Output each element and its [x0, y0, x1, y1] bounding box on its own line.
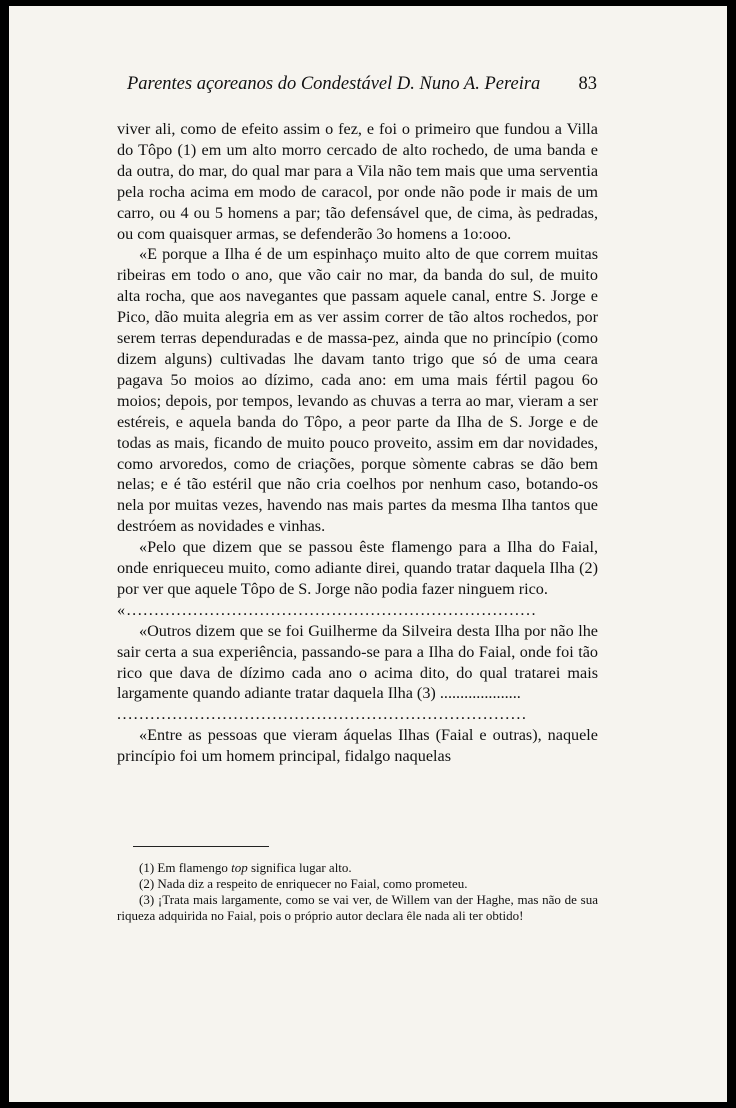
paragraph: «E porque a Ilha é de um espinhaço muito alto de que correm muitas ribeiras em todo o ano, que vão cair no mar, da banda do sul, de muito alta rocha, que aos navegantes que passam aquele canal, entre S. Jorge e Pico, dão muita alegria em as ver assim correr de tão altos rochedos, por serem terras dependuradas e de massa-pez, ainda que no princípio (como dizem alguns) cultivadas lhe davam tanto trigo que só de uma ceara pagava 5o moios ao dízimo, cada ano: em uma mais fértil pagou 6o moios; depois, por tempos, levando as chuvas a terra ao mar, vieram a ser estéreis, e aquela banda do Tôpo, a peor parte da Ilha de S. Jorge e de todas as mais, ficando de muito pouco proveito, assim em dar novidades, como arvoredos, como de criações, porque sòmente cabras se dão bem nelas; e é tão estéril que não cria coelhos por nenhum caso, botando-os nela por muitas vezes, havendo nas mais partes da mesma Ilha tantos que destróem as novidades e vinhas. — [117, 245, 598, 536]
dot-leader: .......................................................................... — [126, 600, 538, 619]
footnote-number: (1) — [139, 860, 155, 875]
body-text — [117, 119, 598, 767]
page-number: 83 — [578, 74, 597, 94]
footnote-italic-term: top — [231, 860, 248, 875]
paragraph — [117, 621, 598, 705]
running-head — [127, 74, 597, 95]
paragraph: «Pelo que dizem que se passou êste flamengo para a Ilha do Faial, onde enriqueceu muito, como adiante direi, quando tratar daquela Ilha (2) por ver que aquele Tôpo de S. Jorge não podia fazer ninguem rico. — [117, 538, 598, 598]
ellipsis-line — [117, 600, 598, 621]
ellipsis-line — [117, 704, 598, 725]
footnote-text: significa lugar alto. — [247, 860, 352, 875]
footnote-text: Em flamengo — [157, 860, 232, 875]
footnote-number: (2) — [139, 876, 155, 891]
footnote — [117, 876, 598, 892]
paragraph: «Entre as pessoas que vieram áquelas Ilhas (Faial e outras), naquele princípio foi um homem principal, fidalgo naquelas — [117, 726, 598, 766]
footnote-rule — [133, 846, 269, 847]
running-title: Parentes açoreanos do Condestável D. Nuno A. Pereira — [127, 74, 541, 94]
footnote-text: ¡Trata mais largamente, como se vai ver, de Willem van der Haghe, mas não de sua riqueza adquirida no Faial, pois o próprio autor declara êle nada ali ter obtido! — [117, 892, 599, 923]
dot-leader: .................... — [435, 684, 521, 703]
footnote-number: (3) — [139, 892, 155, 907]
page — [9, 6, 727, 1102]
footnotes — [117, 860, 598, 924]
paragraph: viver ali, como de efeito assim o fez, e foi o primeiro que fundou a Villa do Tôpo (1) em um alto morro cercado de alto rochedo, de uma banda e da outra, do mar, do qual mar para a Vila não tem mais que uma serventia pela rocha acima em modo de caracol, por onde não pode ir mais de um carro, ou 4 ou 5 homens a par; tão defensável que, de cima, às pedradas, ou com quaisquer armas, se defenderão 3o homens a 1o:ooo. — [117, 120, 598, 243]
footnote — [117, 860, 598, 876]
dot-leader: .......................................................................... — [117, 705, 528, 724]
paragraph-text: «Outros dizem que se foi Guilherme da Silveira desta Ilha por não lhe sair certa a sua experiência, passando-se para a Ilha do Faial, onde foi tão rico que dava de dízimo cada ano o acima dito, do qual tratarei mais largamente quando adiante tratar daquela Ilha (3) — [117, 621, 598, 703]
footnote-text: Nada diz a respeito de enriquecer no Faial, como prometeu. — [157, 876, 468, 891]
ellipsis-quote: « — [117, 600, 127, 619]
footnote — [117, 892, 598, 924]
